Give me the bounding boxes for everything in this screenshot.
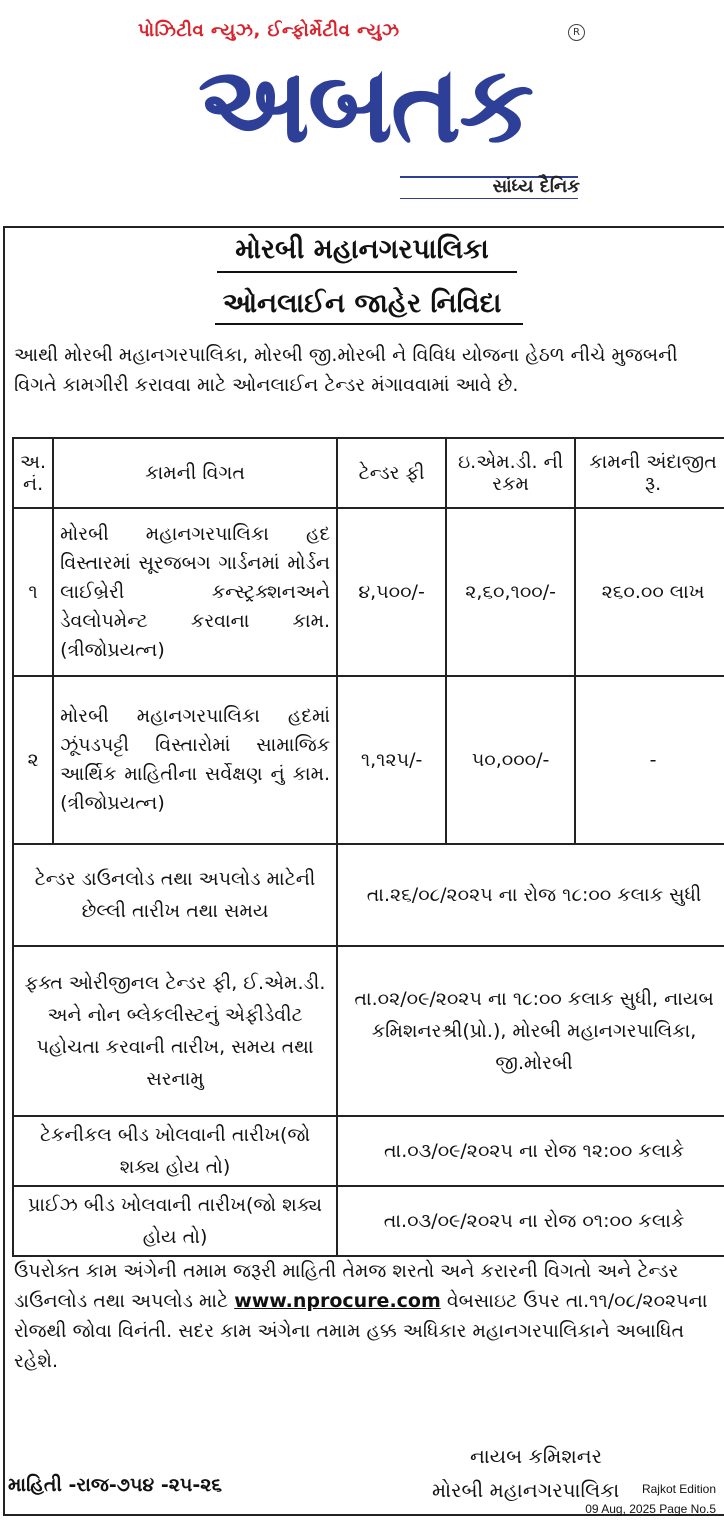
notice-subtitle: ઓનલાઈન જાહેર નિવિદા	[222, 288, 502, 319]
masthead	[0, 0, 724, 205]
info-row	[13, 946, 724, 1116]
row-fee: ૧,૧૨૫/-	[337, 676, 446, 844]
row-emd: ૨,૬૦,૧૦૦/-	[446, 508, 575, 676]
edition-label: સાંધ્ય દૈનિક	[492, 176, 580, 197]
table-row	[13, 676, 724, 844]
nprocure-link[interactable]: www.nprocure.com	[234, 1290, 441, 1312]
edition-name: Rajkot Edition	[641, 1482, 716, 1496]
signatory-org: મોરબી મહાનગરપાલિકા	[432, 1478, 620, 1502]
row-fee: ૪,૫૦૦/-	[337, 508, 446, 676]
row-estimate: -	[575, 676, 724, 844]
tagline: પોઝિટીવ ન્યુઝ, ઈન્ફોર્મેટીવ ન્યુઝ	[138, 20, 400, 41]
tender-table	[12, 437, 724, 1257]
info-label: ટેકનીકલ બીડ ખોલવાની તારીખ(જો શક્ય હોય તો)	[13, 1116, 337, 1186]
row-work: મોરબી મહાનગરપાલિકા હદમાં ઝૂંપડપટ્ટી વિસ્તારોમાં સામાજિક આર્થિક માહિતીના સર્વેક્ષણ નું કામ. (ત્રીજોપ્રયત્ન)	[53, 676, 337, 844]
edition-rule-bottom	[400, 198, 578, 199]
info-row	[13, 1116, 724, 1186]
registered-mark-icon: R	[568, 24, 585, 41]
signatory-title: નાયબ કમિશનર	[470, 1444, 603, 1468]
row-emd: ૫૦,૦૦૦/-	[446, 676, 575, 844]
header-estimate: કામની અંદાજીત રૂ.	[575, 438, 724, 508]
header-sr: અ. નં.	[13, 438, 53, 508]
info-label: ફક્ત ઓરીજીનલ ટેન્ડર ફી, ઈ.એમ.ડી. અને નોન બ્લેકલીસ્ટનું એફીડેવીટ પહોચતા કરવાની તારીખ, સમય તથા સરનામુ	[13, 946, 337, 1116]
subtitle-underline	[215, 323, 523, 325]
footer-text-before: ઉપરોક્ત કામ અંગેની તમામ જરૂરી માહિતી તેમજ શરતો અને કરારની વિગતો અને ટેન્ડર ડાઉનલોડ તથા અપલોડ માટે	[14, 1260, 679, 1312]
edition-date-page: 09 Aug, 2025 Page No.5	[585, 1502, 716, 1516]
title-underline	[217, 271, 517, 273]
row-estimate: ૨૬૦.૦૦ લાખ	[575, 508, 724, 676]
table-header-row	[13, 438, 724, 508]
row-sr: ૨	[13, 676, 53, 844]
info-value: તા.૦૨/૦૯/૨૦૨૫ ના ૧૮:૦૦ કલાક સુધી, નાયબ કમિશનરશ્રી(પ્રો.), મોરબી મહાનગરપાલિકા, જી.મોરબી	[337, 946, 724, 1116]
row-work: મોરબી મહાનગરપાલિકા હદ વિસ્તારમાં સૂરજબગ ગાર્ડનમાં મોર્ડન લાઈબ્રેરી કન્સ્ટ્રક્શનઅને ડેવલોપમેન્ટ કરવાના કામ.(ત્રીજોપ્રયત્ન)	[53, 508, 337, 676]
newspaper-logo: અબતક	[197, 43, 533, 166]
info-row	[13, 1186, 724, 1256]
table-row	[13, 508, 724, 676]
notice-title: મોરબી મહાનગરપાલિકા	[235, 234, 489, 265]
footer-paragraph	[14, 1256, 714, 1376]
info-row	[13, 844, 724, 946]
info-value: તા.૦૩/૦૯/૨૦૨૫ ના રોજ ૧૨:૦૦ કલાકે	[337, 1116, 724, 1186]
header-work: કામની વિગત	[53, 438, 337, 508]
footer-text-after: વેબસાઇટ ઉપર તા.૧૧/૦૮/૨૦૨૫ના રોજથી જોવા વિનંતી. સદર કામ અંગેના તમામ હક્ક અધિકાર મહાનગરપાલિકાને અબાધિત રહેશે.	[14, 1290, 708, 1372]
reference-number: માહિતી -રાજ-૭૫૪ -૨૫-૨૬	[8, 1474, 223, 1496]
intro-paragraph: આથી મોરબી મહાનગરપાલિકા, મોરબી જી.મોરબી ને વિવિધ યોજના હેઠળ નીચે મુજબની વિગતે કામગીરી કરાવવા માટે ઓનલાઈન ટેન્ડર મંગાવવામાં આવે છે.	[14, 344, 678, 396]
row-sr: ૧	[13, 508, 53, 676]
info-value: તા.૨૬/૦૮/૨૦૨૫ ના રોજ ૧૮:૦૦ કલાક સુધી	[337, 844, 724, 946]
info-label: ટેન્ડર ડાઉનલોડ તથા અપલોડ માટેની છેલ્લી તારીખ તથા સમય	[13, 844, 337, 946]
info-value: તા.૦૩/૦૯/૨૦૨૫ ના રોજ ૦૧:૦૦ કલાકે	[337, 1186, 724, 1256]
header-fee: ટેન્ડર ફી	[337, 438, 446, 508]
info-label: પ્રાઈઝ બીડ ખોલવાની તારીખ(જો શક્ય હોય તો)	[13, 1186, 337, 1256]
header-emd: ઇ.એમ.ડી. ની રકમ	[446, 438, 575, 508]
